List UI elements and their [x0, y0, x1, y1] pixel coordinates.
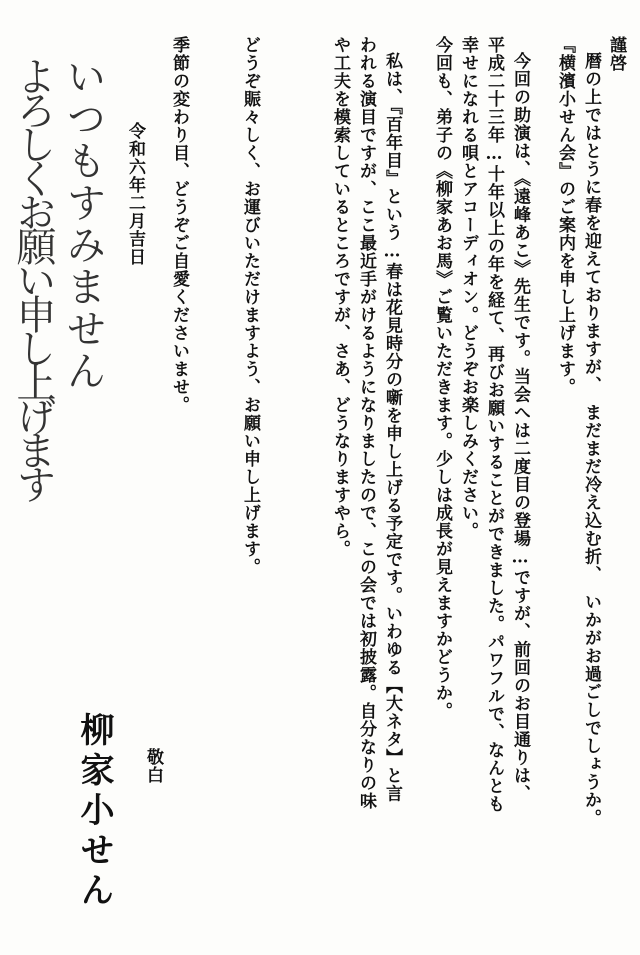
opening-greeting: 謹啓	[606, 36, 626, 72]
letter-line: 今回も、弟子の《柳家あお馬》ご覧いただきます。少しは成長が見えますかどうか。	[432, 36, 452, 720]
letter-date: 令和六年二月吉日	[125, 122, 145, 266]
handwritten-note: よろしくお願い申し上げます	[10, 56, 56, 498]
letter-line: 今回の助演は、《遠峰あこ》先生です。当会へは二度目の登場…ですが、前回のお目通りは、	[510, 52, 530, 803]
letter-line: 幸せになれる唄とアコーディオン。どうぞお楽しみください。	[458, 36, 478, 540]
letter-line: 季節の変わり目、どうぞご自愛くださいませ。	[169, 36, 189, 414]
letter-line: 私は、『百年目』という…春は花見時分の噺を申し上げる予定です。いわゆる【大ネタ】と言	[382, 52, 402, 803]
handwritten-note: いつもすみません	[60, 56, 106, 392]
letter-line: や工夫を模索しているところですが、さあ、どうなりますやら。	[330, 36, 350, 558]
letter-line: われる演目ですが、ここ最近手がけるようになりましたので、この会では初披露。自分なりの味	[356, 36, 376, 810]
letter-line: 暦の上ではとうに春を迎えておりますが、 まだまだ冷え込む折、 いかがお過ごしでしょうか。	[581, 52, 601, 827]
closing-word: 敬白	[143, 748, 163, 784]
signature: 柳家小せん	[74, 712, 114, 912]
letter-line: どうぞ賑々しく、お運びいただけますよう、お願い申し上げます。	[240, 36, 260, 576]
letter-line: 平成二十三年…十年以上の年を経て、再びお願いすることができました。パワフルで、なんとも	[484, 36, 504, 813]
letter-line: 『横濱小せん会』のご案内を申し上げます。	[555, 36, 575, 396]
